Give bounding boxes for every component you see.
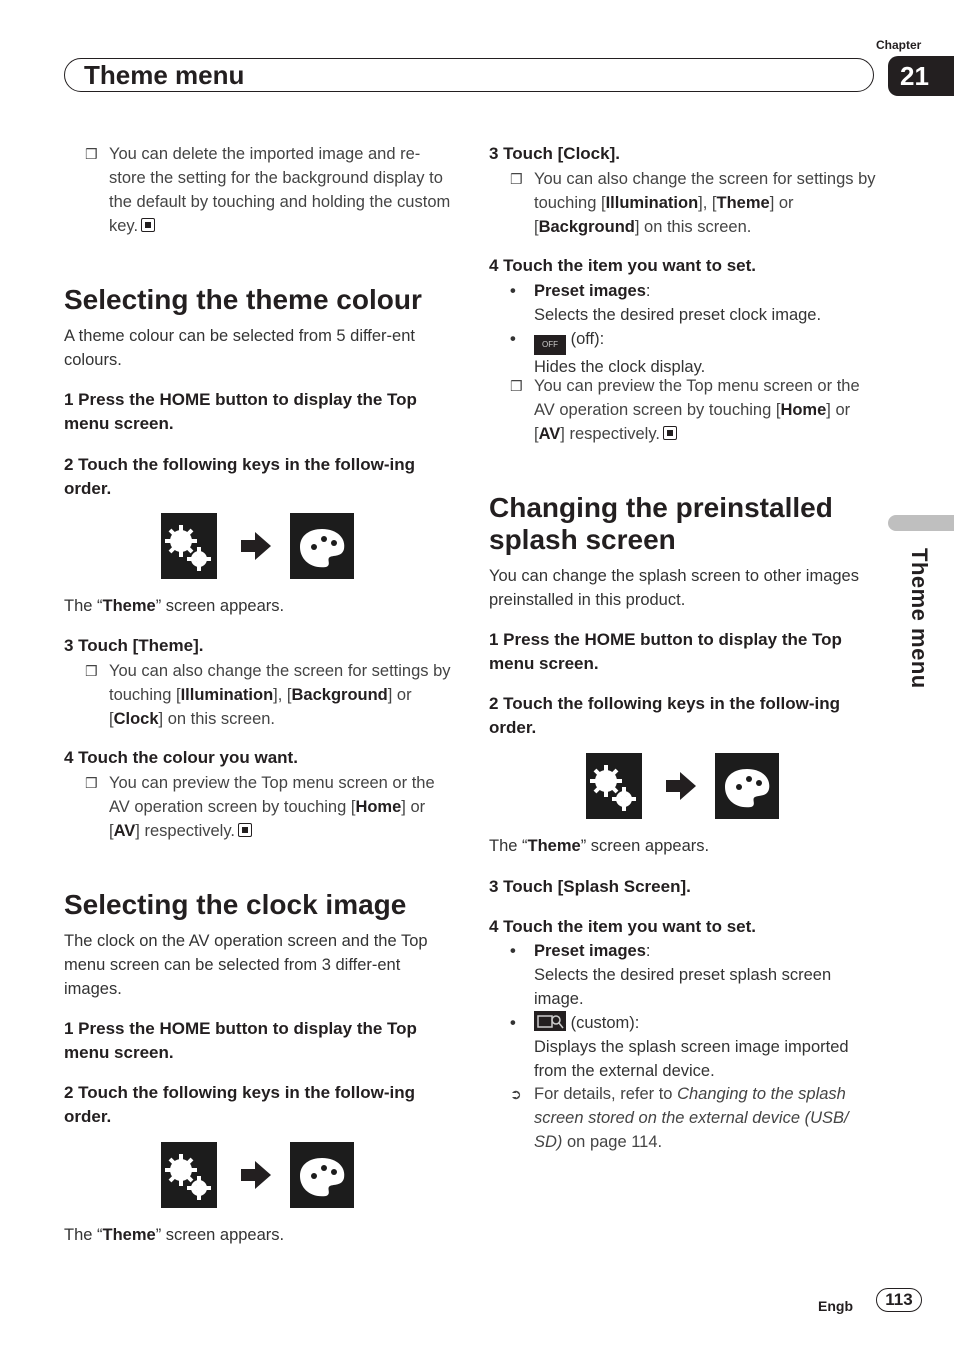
settings-key: [586, 753, 642, 819]
side-tab-marker: [888, 515, 954, 531]
note-delete-image: ❒ You can delete the imported image and re-store the setting for the background display to the default by touching and holding the custom key.: [109, 142, 454, 238]
bullet-custom: • (custom): Displays the splash screen image imported from the external device.: [534, 1011, 879, 1083]
checkbox-icon: ❒: [510, 378, 523, 394]
step-2: 2 Touch the following keys in the follow-ing order.: [489, 694, 841, 737]
step-3: 3 Touch [Theme].: [64, 636, 204, 655]
note-preview: ❒ You can preview the Top menu screen or the AV operation screen by touching [Home] or [AV] respectively.: [534, 374, 864, 446]
step-1: 1 Press the HOME button to display the Top menu screen.: [64, 390, 417, 433]
end-mark-icon: [238, 823, 252, 837]
note-theme-settings: ❒ You can also change the screen for settings by touching [Illumination], [Background] or [Clock] on this screen.: [109, 659, 454, 731]
settings-key: [161, 513, 217, 579]
key-sequence: [161, 1142, 356, 1208]
arrow-right-icon: [241, 531, 271, 561]
bullet-preset-images: • Preset images: Selects the desired preset splash screen image.: [510, 942, 832, 1008]
end-mark-icon: [141, 218, 155, 232]
reference-arrow-icon: ➲: [510, 1086, 522, 1102]
image-search-icon: [534, 1011, 566, 1031]
arrow-right-icon: [241, 1160, 271, 1190]
theme-screen-appears: The “Theme” screen appears.: [489, 837, 710, 855]
intro-splash-screen: You can change the splash screen to other images preinstalled in this product.: [489, 567, 859, 609]
palette-icon: [715, 753, 779, 819]
bullet-preset-images: • Preset images: Selects the desired preset clock image.: [510, 282, 822, 324]
key-sequence: [586, 753, 781, 819]
note-preview: ❒ You can preview the Top menu screen or the AV operation screen by touching [Home] or [AV] respectively.: [109, 771, 439, 843]
off-button: OFF: [534, 335, 566, 355]
intro-clock-image: The clock on the AV operation screen and the Top menu screen can be selected from 3 differ-ent images.: [64, 932, 428, 998]
gears-icon: [586, 753, 642, 819]
checkbox-icon: ❒: [85, 146, 98, 162]
checkbox-icon: ❒: [85, 775, 98, 791]
step-4: 4 Touch the colour you want.: [64, 748, 298, 767]
end-mark-icon: [663, 426, 677, 440]
step-3: 3 Touch [Splash Screen].: [489, 877, 691, 896]
step-4: 4 Touch the item you want to set.: [489, 256, 756, 275]
custom-image-button: [534, 1011, 566, 1031]
settings-key: [161, 1142, 217, 1208]
step-1: 1 Press the HOME button to display the Top menu screen.: [64, 1019, 417, 1062]
gears-icon: [161, 1142, 217, 1208]
reference-note: ➲ For details, refer to Changing to the splash screen stored on the external device (USB/ SD) on page 114.: [534, 1082, 869, 1154]
theme-key: [290, 513, 354, 579]
checkbox-icon: ❒: [510, 171, 523, 187]
arrow-right-icon: [666, 771, 696, 801]
checkbox-icon: ❒: [85, 663, 98, 679]
theme-screen-appears: The “Theme” screen appears.: [64, 1226, 285, 1244]
chapter-label: Chapter: [876, 38, 922, 52]
step-4: 4 Touch the item you want to set.: [489, 917, 756, 936]
bullet-off: • OFF (off): Hides the clock display.: [510, 330, 706, 376]
page-title: Theme menu: [84, 60, 245, 90]
page-number: 113: [876, 1288, 922, 1312]
chapter-number: 21: [888, 56, 954, 96]
step-3: 3 Touch [Clock].: [489, 144, 620, 163]
palette-icon: [290, 513, 354, 579]
key-sequence: [161, 513, 356, 579]
step-1: 1 Press the HOME button to display the Top menu screen.: [489, 630, 842, 673]
heading-theme-colour: Selecting the theme colour: [64, 284, 422, 315]
theme-key: [715, 753, 779, 819]
step-2: 2 Touch the following keys in the follow-ing order.: [64, 455, 416, 498]
side-tab-label: Theme menu: [907, 548, 932, 689]
theme-screen-appears: The “Theme” screen appears.: [64, 597, 285, 615]
heading-splash-screen: Changing the preinstalled splash screen: [489, 492, 833, 555]
theme-key: [290, 1142, 354, 1208]
note-clock-settings: ❒ You can also change the screen for settings by touching [Illumination], [Theme] or [Background] on this screen.: [534, 167, 879, 239]
step-2: 2 Touch the following keys in the follow-ing order.: [64, 1083, 416, 1126]
intro-theme-colour: A theme colour can be selected from 5 differ-ent colours.: [64, 327, 415, 369]
gears-icon: [161, 513, 217, 579]
heading-clock-image: Selecting the clock image: [64, 889, 407, 920]
language-code: Engb: [818, 1298, 853, 1314]
palette-icon: [290, 1142, 354, 1208]
